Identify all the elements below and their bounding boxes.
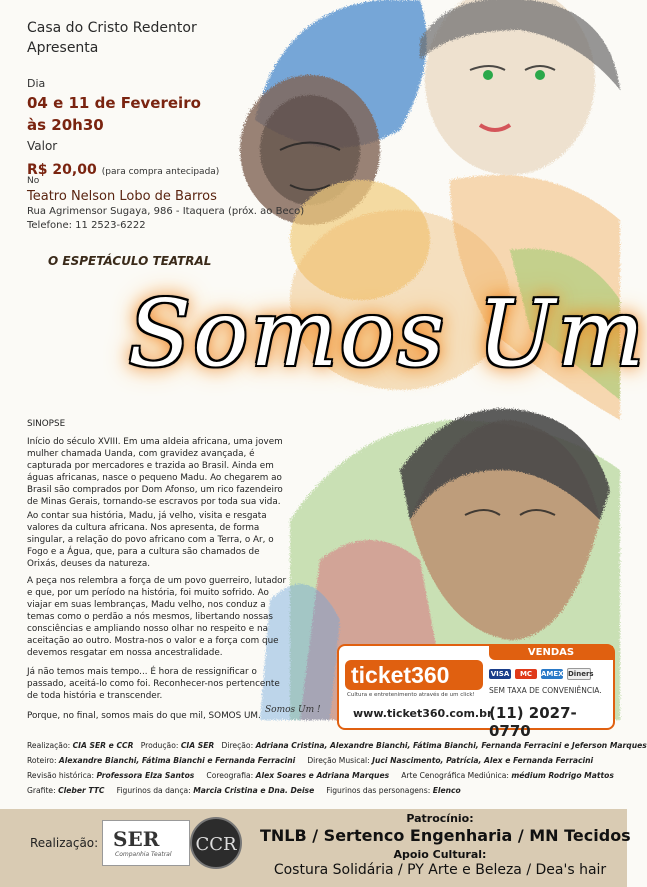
- phone: Telefone: 11 2523-6222: [27, 220, 146, 231]
- credit-label: Direção:: [221, 741, 254, 750]
- credit-label: Roteiro:: [27, 756, 57, 765]
- amex-card-icon: AMEX: [541, 670, 564, 678]
- credit-label: Figurinos das personagens:: [326, 786, 431, 795]
- event-date: 04 e 11 de Fevereiro: [27, 94, 201, 112]
- synopsis-p1: Início do século XVIII. Em uma aldeia africana, uma jovem mulher chamada Uanda, com gravidez avançada, é capturada por mercadores e trazida ao Brasil. Ainda em águas africanas, nasce o pequeno Madu. Ao chegarem ao Brasil são comprados por Dom Afonso, um rico fazendeiro de Minas Gerais, tornando-se escravos por toda sua vida.: [27, 437, 283, 507]
- ticket360-slogan: Cultura e entretenimento através de um click!: [347, 692, 475, 698]
- credit-value: Alexandre Bianchi, Fátima Bianchi e Fernanda Ferracini: [58, 756, 296, 765]
- synopsis-p4: Já não temos mais tempo... É hora de ressignificar o passado, aceitá-lo como foi. Reconhecer-nos pertencente de toda história e transcender.: [27, 667, 280, 701]
- synopsis-p3: A peça nos relembra a força de um povo guerreiro, lutador e que, por um período na história, foi muito sofrido. Ao viajar em suas lembranças, Madu velho, nos conduz a temas como o perdão a nós mesmos, libertando nossas consciências e ampliando nosso olhar no respeito e na aceitação ao outro. Mostra-nos o valor e a força com que devemos resgatar em nossa ancestralidade.: [27, 576, 287, 658]
- credit-label: Grafite:: [27, 786, 56, 795]
- credit-label: Arte Cenográfica Mediúnica:: [401, 771, 509, 780]
- organizer: Casa do Cristo Redentor: [27, 20, 197, 36]
- price-label: Valor: [27, 139, 58, 153]
- payment-cards: [489, 668, 594, 680]
- price: R$ 20,00: [27, 162, 97, 178]
- apoio-label: Apoio Cultural:: [393, 848, 487, 861]
- credit-value: médium Rodrigo Mattos: [511, 771, 614, 780]
- synopsis-p5: Porque, no final, somos mais do que mil, SOMOS UM.: [27, 711, 261, 721]
- credits-row: [27, 768, 614, 783]
- credit-label: Figurinos da dança:: [116, 786, 191, 795]
- price-line: [27, 159, 219, 178]
- ticket360-logo: ticket360: [345, 660, 483, 690]
- credit-label: Revisão histórica:: [27, 771, 95, 780]
- address: Rua Agrimensor Sugaya, 986 - Itaquera (próx. ao Beco): [27, 206, 305, 217]
- tagline: O ESPETÁCULO TEATRAL: [48, 254, 212, 268]
- presents: Apresenta: [27, 40, 99, 56]
- venue-label: No: [27, 176, 40, 186]
- credit-value: Professora Elza Santos: [96, 771, 195, 780]
- ticket-site-link[interactable]: www.ticket360.com.br: [353, 707, 493, 720]
- credits-row: [27, 753, 601, 768]
- fee-note: SEM TAXA DE CONVENIÊNCIA.: [489, 686, 602, 695]
- credit-value: CIA SER: [180, 741, 215, 750]
- credit-label: Produção:: [140, 741, 179, 750]
- patrocinio-label: Patrocínio:: [406, 812, 474, 825]
- ser-logo-text: SER: [113, 827, 160, 851]
- ticket-sales-box: [337, 644, 615, 740]
- credit-label: Realização:: [27, 741, 71, 750]
- synopsis-heading: SINOPSE: [27, 419, 66, 429]
- credit-value: Elenco: [432, 786, 461, 795]
- credit-label: Direção Musical:: [307, 756, 370, 765]
- credits-row: [27, 738, 647, 753]
- apoio-sponsors: Costura Solidária / PY Arte e Beleza / Dea's hair: [273, 862, 607, 878]
- venue: Teatro Nelson Lobo de Barros: [27, 189, 217, 204]
- credit-value: Cleber TTC: [58, 786, 105, 795]
- show-title: Somos Um: [128, 280, 647, 387]
- visa-card-icon: VISA: [490, 670, 510, 678]
- ccr-logo: CCR: [190, 817, 242, 869]
- ticket-phone: (11) 2027-0770: [489, 704, 577, 740]
- credit-value: Alex Soares e Adriana Marques: [255, 771, 390, 780]
- realizacao-label: Realização:: [30, 836, 99, 850]
- synopsis-p2: Ao contar sua história, Madu, já velho, visita e resgata valores da cultura africana. Nos apresenta, de forma singular, a relação do povo africano com a Terra, o Ar, o Fogo e a Água, que, para a cultura são chamados de Orixás, deuses da natureza.: [27, 511, 274, 569]
- credit-value: Adriana Cristina, Alexandre Bianchi, Fátima Bianchi, Fernanda Ferracini e Jeferson Marques: [255, 741, 647, 750]
- credit-value: Marcia Cristina e Dna. Deise: [193, 786, 315, 795]
- day-label: Dia: [27, 77, 46, 90]
- price-note: (para compra antecipada): [101, 167, 220, 177]
- patrocinio-sponsors: TNLB / Sertenco Engenharia / MN Tecidos: [260, 826, 631, 845]
- mastercard-icon: MC: [515, 669, 537, 679]
- credit-value: CIA SER e CCR: [72, 741, 134, 750]
- credit-label: Coreografia:: [206, 771, 254, 780]
- sales-heading: VENDAS: [489, 646, 613, 660]
- artwork-signature: Somos Um !: [265, 705, 321, 715]
- credit-value: Juci Nascimento, Patrícia, Alex e Fernanda Ferracini: [372, 756, 594, 765]
- cia-ser-logo: [102, 820, 190, 866]
- credits: [27, 738, 647, 798]
- event-time: às 20h30: [27, 116, 104, 134]
- credits-row: [27, 783, 601, 798]
- ser-logo-caption: Companhia Teatral: [115, 851, 172, 858]
- diners-card-icon: Diners: [568, 670, 594, 678]
